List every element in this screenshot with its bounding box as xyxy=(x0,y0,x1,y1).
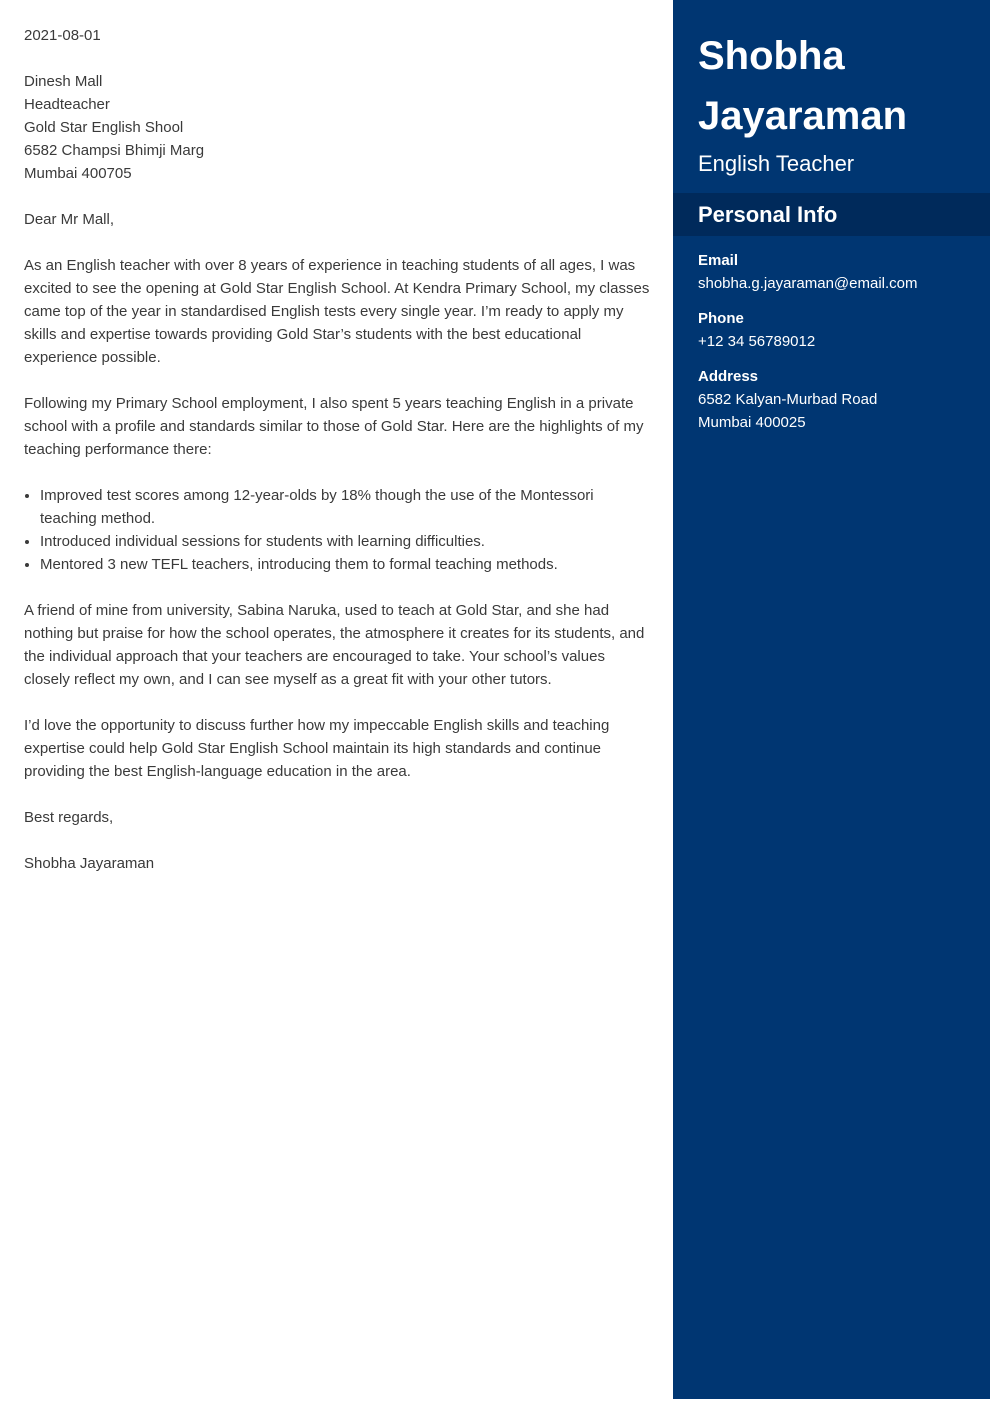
closing-phrase: Best regards, xyxy=(24,809,114,826)
recipient-street: 6582 Champsi Bhimji Marg xyxy=(24,142,205,159)
address-line-2: Mumbai 400025 xyxy=(698,414,806,431)
paragraph-closing: I’d love the opportunity to discuss further how my impeccable English skills and teaching expertise could help Gold Star English School maintain its high standards and continue providing the best English-language education in the area. xyxy=(24,717,610,780)
recipient-city: Mumbai 400705 xyxy=(24,165,132,182)
recipient-organization: Gold Star English Shool xyxy=(24,119,184,136)
personal-info-heading: Personal Info xyxy=(673,193,990,236)
greeting: Dear Mr Mall, xyxy=(24,211,115,228)
recipient-name: Dinesh Mall xyxy=(24,73,103,90)
applicant-role: English Teacher xyxy=(698,151,855,176)
sidebar xyxy=(673,0,990,1399)
letter-date: 2021-08-01 xyxy=(24,27,101,44)
paragraph-intro: As an English teacher with over 8 years of experience in teaching students of all ages, I was excited to see the opening at Gold Star English School. At Kendra Primary School, my classes came top of the year in standardised English tests every single year. I’m ready to apply my skills and expertise towards providing Gold Star’s students with the best educational experience possible. xyxy=(24,257,650,366)
signature: Shobha Jayaraman xyxy=(24,855,155,872)
email-value: shobha.g.jayaraman@email.com xyxy=(698,275,918,292)
highlights-list xyxy=(24,484,654,576)
list-item: • Introduced individual sessions for students with learning difficulties. xyxy=(40,530,654,553)
email-label: Email xyxy=(698,252,739,269)
letter-body xyxy=(24,24,654,875)
paragraph-experience: Following my Primary School employment, I also spent 5 years teaching English in a private school with a profile and standards similar to those of Gold Star. Here are the highlights of my teaching performance there: xyxy=(24,395,644,458)
phone-label: Phone xyxy=(698,310,744,327)
applicant-name xyxy=(673,0,990,146)
address-line-1: 6582 Kalyan-Murbad Road xyxy=(698,391,878,408)
applicant-last-name: Jayaraman xyxy=(698,94,908,138)
personal-info xyxy=(673,236,990,434)
recipient-title: Headteacher xyxy=(24,96,110,113)
paragraph-fit: A friend of mine from university, Sabina Naruka, used to teach at Gold Star, and she had nothing but praise for how the school operates, the atmosphere it creates for its students, and the individual approach that your teachers are encouraged to take. Your school’s values closely reflect my own, and I can see myself as a great fit with your other tutors. xyxy=(24,602,645,688)
recipient-address xyxy=(24,70,654,185)
list-item: • Mentored 3 new TEFL teachers, introducing them to formal teaching methods. xyxy=(40,553,654,576)
address-value xyxy=(698,388,965,434)
applicant-first-name: Shobha xyxy=(698,34,845,78)
list-item: • Improved test scores among 12-year-olds by 18% though the use of the Montessori teaching method. xyxy=(40,484,654,530)
address-label: Address xyxy=(698,368,759,385)
phone-value: +12 34 56789012 xyxy=(698,333,816,350)
